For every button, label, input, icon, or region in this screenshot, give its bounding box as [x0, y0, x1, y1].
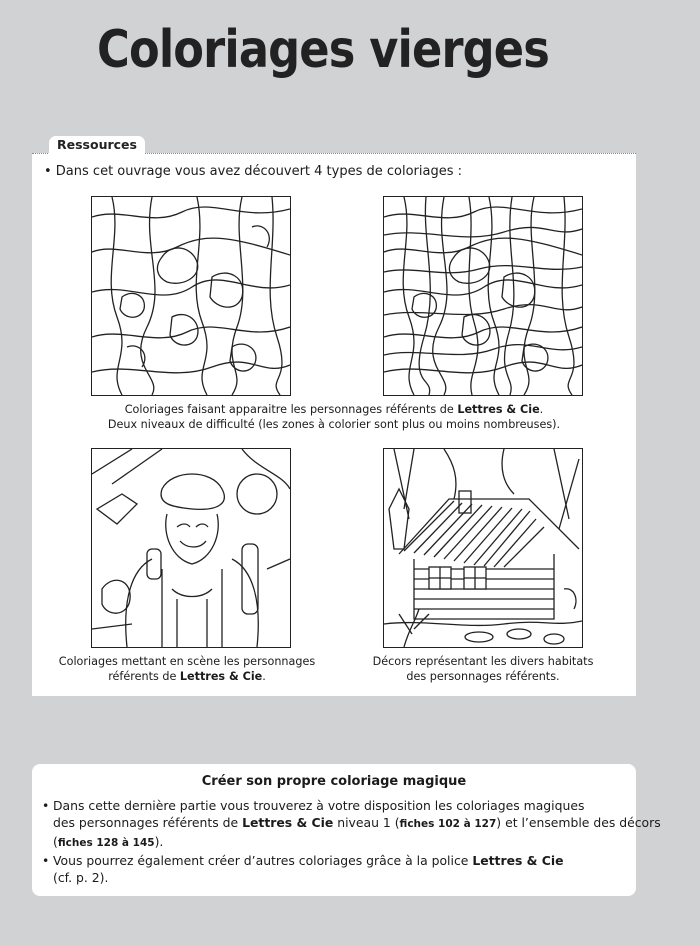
bullet-char: •: [42, 853, 50, 868]
brand-name: Lettres & Cie: [242, 815, 334, 830]
resources-box: [32, 153, 636, 696]
page-title: Coloriages vierges: [97, 20, 550, 80]
create-own-box: [32, 764, 661, 896]
sheet-reference: fiches 102 à 127: [399, 818, 497, 830]
caption-habitats: [348, 654, 618, 684]
brand-name: Lettres & Cie: [472, 853, 564, 868]
sheet-reference: fiches 128 à 145: [57, 837, 155, 849]
coloring-character-level-2: [383, 196, 583, 396]
create-own-title: Créer son propre coloriage magique: [201, 774, 467, 789]
bullet-text: niveau 1 (: [333, 815, 400, 830]
caption-scenes: [52, 654, 322, 684]
caption-brand: Lettres & Cie: [457, 403, 540, 416]
caption-text: .: [539, 403, 544, 416]
caption-text: .: [262, 670, 266, 683]
caption-text: Coloriages mettant en scène les personnages: [58, 655, 316, 668]
caption-text: Deux niveaux de difficulté (les zones à colorier sont plus ou moins nombreuses).: [107, 418, 561, 431]
resources-tab-label: Ressources: [49, 136, 145, 154]
bullet-text: ).: [154, 834, 164, 849]
bullet-text: (: [53, 834, 58, 849]
bullet-char: •: [42, 798, 50, 813]
coloring-character-level-1: [91, 196, 291, 396]
bullet-text: ) et l’ensemble des décors: [496, 815, 661, 830]
bullet-item: [42, 852, 564, 886]
bullet-text: Vous pourrez également créer d’autres coloriages grâce à la police: [53, 853, 473, 868]
caption-text: des personnages référents.: [406, 670, 560, 683]
bullet-text: (cf. p. 2).: [53, 870, 109, 885]
coloring-scene: [91, 448, 291, 648]
caption-characters: [32, 402, 636, 432]
bullet-item: [42, 797, 661, 852]
caption-text: Décors représentant les divers habitats: [372, 655, 594, 668]
caption-text: référents de: [108, 670, 180, 683]
resources-intro: • Dans cet ouvrage vous avez découvert 4 types de coloriages :: [44, 164, 462, 179]
caption-text: Coloriages faisant apparaitre les personnages référents de: [124, 403, 458, 416]
bullet-text: Dans cette dernière partie vous trouverez à votre disposition les coloriages magiques: [53, 798, 585, 813]
caption-brand: Lettres & Cie: [179, 670, 263, 683]
bullet-text: des personnages référents de: [53, 815, 243, 830]
coloring-cabin: [383, 448, 583, 648]
